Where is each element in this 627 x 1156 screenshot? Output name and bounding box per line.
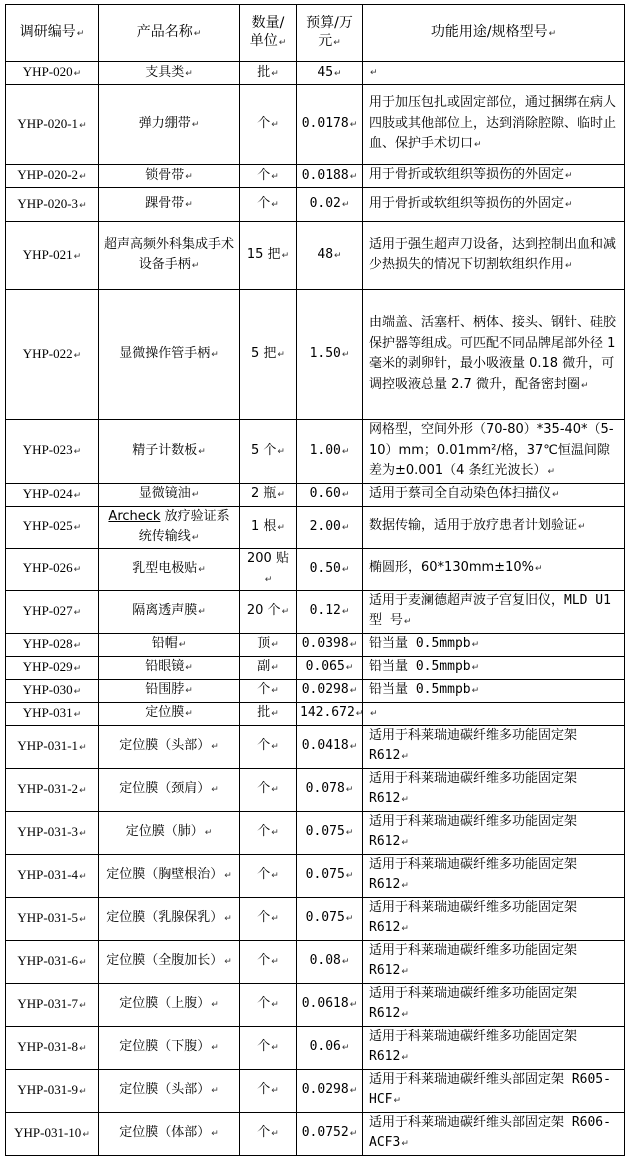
table-row xyxy=(6,897,625,940)
budget-cell: 0.60↵ xyxy=(297,483,363,506)
spec-cell: 适用于强生超声刀设备，达到控制出血和减少热损失的情况下切割软组织作用↵ xyxy=(363,222,625,290)
code-cell-text: YHP-022 xyxy=(22,345,73,361)
budget-cell: 0.0618↵ xyxy=(297,983,363,1026)
product-name-cell-text: 锁骨带 xyxy=(145,167,185,183)
spec-cell: 数据传输，适用于放疗患者计划验证↵ xyxy=(363,506,625,548)
product-name-cell: Archeck 放疗验证系统传输线↵ xyxy=(99,506,240,548)
product-name-cell: 乳型电极贴↵ xyxy=(99,548,240,590)
code-cell-text: YHP-031 xyxy=(22,704,73,720)
product-name-cell-text: 定位膜（头部） xyxy=(119,1082,211,1097)
unit-cell-text: 个 xyxy=(257,953,271,968)
code-cell: YHP-031-4↵ xyxy=(6,854,99,897)
budget-cell: 0.0298↵ xyxy=(297,1069,363,1112)
unit-cell: 批↵ xyxy=(240,702,297,725)
spec-cell-text: 适用于科莱瑞迪碳纤维多功能固定架 R612 xyxy=(369,985,578,1021)
product-name-cell-text: 精子计数板 xyxy=(132,442,198,458)
code-cell-text: YHP-025 xyxy=(22,518,73,533)
product-name-cell-text: 放疗验证系统传输线 xyxy=(138,508,230,544)
budget-cell-text: 0.0752 xyxy=(301,1125,349,1140)
budget-cell: 0.02↵ xyxy=(297,188,363,222)
spec-cell: 适用于科莱瑞迪碳纤维多功能固定架 R612↵ xyxy=(363,811,625,854)
unit-cell: 5 把↵ xyxy=(240,290,297,420)
unit-cell: 5 个↵ xyxy=(240,420,297,484)
code-cell: YHP-023↵ xyxy=(6,420,99,484)
spec-cell-text: 由端盖、活塞杆、柄体、接头、钢针、硅胶保护器等组成。可匹配不同品牌尾部外径 1 毫米的剥卵针，最小吸液量 0.18 微升，可调控吸液总量 2.7 微升，配备密封圈 xyxy=(369,315,617,392)
unit-cell: 个↵ xyxy=(240,165,297,188)
code-cell: YHP-020-1↵ xyxy=(6,85,99,165)
unit-cell: 个↵ xyxy=(240,1026,297,1069)
table-row xyxy=(6,590,625,633)
spec-cell: 用于骨折或软组织等损伤的外固定↵ xyxy=(363,188,625,222)
table-row xyxy=(6,548,625,590)
unit-cell-text: 个 xyxy=(257,116,271,131)
unit-cell: 批↵ xyxy=(240,62,297,85)
unit-cell: 个↵ xyxy=(240,1112,297,1155)
budget-cell: 0.075↵ xyxy=(297,854,363,897)
unit-cell: 2 瓶↵ xyxy=(240,483,297,506)
budget-cell-text: 1.00 xyxy=(309,442,341,458)
code-cell: YHP-031-6↵ xyxy=(6,940,99,983)
spec-cell-text: 用于骨折或软组织等损伤的外固定 xyxy=(369,195,565,211)
budget-cell: 0.06↵ xyxy=(297,1026,363,1069)
spec-cell: 椭圆形，60*130mm±10%↵ xyxy=(363,548,625,590)
unit-cell: 顶↵ xyxy=(240,633,297,656)
spec-cell-text: 用于加压包扎或固定部位，通过捆绑在病人四肢或其他部位上，达到消除腔隙、临时止血、保护手术切口 xyxy=(369,95,617,152)
product-name-cell-text: 定位膜（下腹） xyxy=(119,1039,211,1054)
code-cell: YHP-025↵ xyxy=(6,506,99,548)
code-cell-text: YHP-023 xyxy=(22,442,73,458)
product-name-cell: 踝骨带↵ xyxy=(99,188,240,222)
budget-cell: 0.0418↵ xyxy=(297,725,363,768)
table-row xyxy=(6,506,625,548)
table-row xyxy=(6,633,625,656)
product-name-cell-text: 定位膜（上腹） xyxy=(119,996,211,1011)
budget-cell: 0.065↵ xyxy=(297,656,363,679)
code-cell: YHP-026↵ xyxy=(6,548,99,590)
header-unit: 数量/ 单位↵ xyxy=(240,5,297,62)
header-row xyxy=(6,5,625,62)
unit-cell: 1 根↵ xyxy=(240,506,297,548)
header-spec: 功能用途/规格型号↵ xyxy=(363,5,625,62)
unit-cell-text: 个 xyxy=(257,824,271,839)
unit-cell-text: 个 xyxy=(257,910,271,925)
product-name-cell: 精子计数板↵ xyxy=(99,420,240,484)
spec-cell: 铅当量 0.5mmpb↵ xyxy=(363,679,625,702)
unit-cell-text: 2 瓶 xyxy=(251,486,277,501)
code-cell: YHP-028↵ xyxy=(6,633,99,656)
code-cell: YHP-031-9↵ xyxy=(6,1069,99,1112)
product-name-cell-text: 定位膜（颈肩） xyxy=(119,781,211,796)
spec-cell-text: 铅当量 0.5mmpb xyxy=(369,681,471,697)
unit-cell-text: 个 xyxy=(257,738,271,753)
spec-cell-text: 适用于蔡司全自动染色体扫描仪 xyxy=(369,485,552,501)
code-cell: YHP-020-3↵ xyxy=(6,188,99,222)
unit-cell-text: 20 个 xyxy=(246,603,281,618)
spec-cell: 适用于科莱瑞迪碳纤维多功能固定架 R612↵ xyxy=(363,725,625,768)
unit-cell: 个↵ xyxy=(240,854,297,897)
product-name-cell: 显微镜油↵ xyxy=(99,483,240,506)
spec-cell: 适用于蔡司全自动染色体扫描仪↵ xyxy=(363,483,625,506)
unit-cell: 个↵ xyxy=(240,897,297,940)
spec-cell: 适用于科莱瑞迪碳纤维多功能固定架 R612↵ xyxy=(363,1026,625,1069)
unit-cell: 副↵ xyxy=(240,656,297,679)
product-name-cell: 隔离透声膜↵ xyxy=(99,590,240,633)
product-name-cell-text: 显微镜油 xyxy=(138,486,191,501)
budget-cell: 1.00↵ xyxy=(297,420,363,484)
spec-cell: 由端盖、活塞杆、柄体、接头、钢针、硅胶保护器等组成。可匹配不同品牌尾部外径 1 毫米的剥卵针，最小吸液量 0.18 微升，可调控吸液总量 2.7 微升，配备密封圈↵ xyxy=(363,290,625,420)
unit-cell-text: 5 把 xyxy=(251,346,277,361)
spec-cell: 适用于科莱瑞迪碳纤维多功能固定架 R612↵ xyxy=(363,897,625,940)
table-row xyxy=(6,854,625,897)
product-name-cell-text: 隔离透声膜 xyxy=(132,603,198,618)
product-name-cell-text: 定位膜（体部） xyxy=(119,1125,211,1140)
budget-cell-text: 0.08 xyxy=(309,953,341,968)
code-cell: YHP-031-10↵ xyxy=(6,1112,99,1155)
product-name-cell-text: 定位膜（头部） xyxy=(119,738,211,753)
code-cell: YHP-022↵ xyxy=(6,290,99,420)
product-name-cell: 定位膜（肺）↵ xyxy=(99,811,240,854)
product-name-prefix: Archeck xyxy=(108,508,161,524)
product-name-cell-text: 超声高频外科集成手术设备手柄 xyxy=(103,237,234,272)
product-name-cell-text: 定位膜（乳腺保乳） xyxy=(106,910,224,925)
code-cell: YHP-031-8↵ xyxy=(6,1026,99,1069)
spec-cell-text: 数据传输，适用于放疗患者计划验证 xyxy=(369,518,578,534)
unit-cell: 15 把↵ xyxy=(240,222,297,290)
unit-cell-text: 个 xyxy=(257,1082,271,1097)
code-cell: YHP-031↵ xyxy=(6,702,99,725)
budget-cell-text: 0.078 xyxy=(305,781,345,796)
code-cell-text: YHP-020-3 xyxy=(17,195,79,211)
spec-cell-text: 椭圆形，60*130mm±10% xyxy=(369,560,534,576)
spec-cell: 用于加压包扎或固定部位，通过捆绑在病人四肢或其他部位上，达到消除腔隙、临时止血、保护手术切口↵ xyxy=(363,85,625,165)
code-cell: YHP-031-1↵ xyxy=(6,725,99,768)
budget-cell-text: 0.06 xyxy=(309,1039,341,1054)
budget-cell: 0.08↵ xyxy=(297,940,363,983)
product-name-cell: 显微操作管手柄↵ xyxy=(99,290,240,420)
budget-cell: 0.075↵ xyxy=(297,811,363,854)
code-cell: YHP-029↵ xyxy=(6,656,99,679)
product-name-cell-text: 定位膜 xyxy=(145,705,185,720)
unit-cell-text: 1 根 xyxy=(251,518,277,534)
budget-cell: 0.075↵ xyxy=(297,897,363,940)
header-name: 产品名称↵ xyxy=(99,5,240,62)
budget-cell-text: 0.0418 xyxy=(301,738,349,753)
budget-cell-text: 0.065 xyxy=(305,659,345,674)
product-name-cell: 定位膜（体部）↵ xyxy=(99,1112,240,1155)
table-row xyxy=(6,679,625,702)
unit-cell: 个↵ xyxy=(240,725,297,768)
budget-cell-text: 0.0178 xyxy=(301,116,349,131)
table-row xyxy=(6,1069,625,1112)
product-name-cell-text: 踝骨带 xyxy=(145,196,185,211)
budget-cell: 48↵ xyxy=(297,222,363,290)
budget-cell-text: 0.0298 xyxy=(301,682,349,697)
table-row xyxy=(6,1112,625,1155)
code-cell-text: YHP-031-2 xyxy=(17,780,79,796)
unit-cell-text: 个 xyxy=(257,682,271,697)
unit-cell-text: 个 xyxy=(257,1039,271,1054)
header-code: 调研编号↵ xyxy=(6,5,99,62)
budget-cell-text: 0.0188 xyxy=(301,167,349,183)
code-cell: YHP-024↵ xyxy=(6,483,99,506)
code-cell-text: YHP-031-7 xyxy=(17,995,79,1011)
unit-cell: 个↵ xyxy=(240,983,297,1026)
budget-cell-text: 0.02 xyxy=(309,196,341,211)
product-name-cell: 铅眼镜↵ xyxy=(99,656,240,679)
table-row xyxy=(6,725,625,768)
product-name-cell: 定位膜（胸壁根治）↵ xyxy=(99,854,240,897)
unit-cell-text: 个 xyxy=(257,1125,271,1140)
product-name-cell-text: 铅眼镜 xyxy=(145,659,185,674)
budget-cell-text: 48 xyxy=(317,247,334,262)
unit-cell: 个↵ xyxy=(240,679,297,702)
unit-cell: 个↵ xyxy=(240,940,297,983)
table-row xyxy=(6,1026,625,1069)
code-cell-text: YHP-030 xyxy=(22,681,73,697)
product-name-cell: 超声高频外科集成手术设备手柄↵ xyxy=(99,222,240,290)
budget-cell-text: 0.12 xyxy=(309,603,341,618)
code-cell-text: YHP-029 xyxy=(22,658,73,674)
table-row xyxy=(6,62,625,85)
code-cell-text: YHP-031-6 xyxy=(17,952,79,968)
budget-cell: 0.0398↵ xyxy=(297,633,363,656)
budget-cell: 2.00↵ xyxy=(297,506,363,548)
budget-cell: 0.50↵ xyxy=(297,548,363,590)
code-cell: YHP-031-3↵ xyxy=(6,811,99,854)
product-name-cell-text: 铅围脖 xyxy=(145,682,185,697)
unit-cell: 个↵ xyxy=(240,811,297,854)
unit-cell: 个↵ xyxy=(240,1069,297,1112)
budget-cell-text: 0.50 xyxy=(309,560,341,576)
product-name-cell: 支具类↵ xyxy=(99,62,240,85)
spec-cell-text: 适用于科莱瑞迪碳纤维多功能固定架 R612 xyxy=(369,899,578,935)
product-name-cell-text: 定位膜（全腹加长） xyxy=(106,953,224,968)
table-row xyxy=(6,483,625,506)
table-row xyxy=(6,420,625,484)
product-name-cell-text: 定位膜（胸壁根治） xyxy=(106,867,224,882)
budget-cell-text: 0.0298 xyxy=(301,1082,349,1097)
spec-cell-text: 适用于科莱瑞迪碳纤维多功能固定架 R612 xyxy=(369,813,578,849)
product-name-cell: 弹力绷带↵ xyxy=(99,85,240,165)
procurement-table xyxy=(5,4,625,1156)
spec-cell-text: 适用于科莱瑞迪碳纤维多功能固定架 R612 xyxy=(369,856,578,892)
product-name-cell-text: 显微操作管手柄 xyxy=(119,346,211,361)
unit-cell-text: 副 xyxy=(257,659,271,674)
product-name-cell-text: 乳型电极贴 xyxy=(132,560,198,576)
budget-cell: 0.12↵ xyxy=(297,590,363,633)
spec-cell: 适用于科莱瑞迪碳纤维多功能固定架 R612↵ xyxy=(363,983,625,1026)
budget-cell: 142.672↵ xyxy=(297,702,363,725)
budget-cell: 0.0188↵ xyxy=(297,165,363,188)
table-row xyxy=(6,165,625,188)
product-name-cell-text: 弹力绷带 xyxy=(138,116,191,131)
unit-cell-text: 个 xyxy=(257,781,271,796)
code-cell: YHP-027↵ xyxy=(6,590,99,633)
unit-cell: 200 贴↵ xyxy=(240,548,297,590)
budget-cell-text: 0.075 xyxy=(305,867,345,882)
budget-cell-text: 1.50 xyxy=(309,346,341,361)
unit-cell-text: 个 xyxy=(257,996,271,1011)
spec-cell: 适用于科莱瑞迪碳纤维头部固定架 R605-HCF↵ xyxy=(363,1069,625,1112)
table-row xyxy=(6,290,625,420)
product-name-cell: 定位膜（下腹）↵ xyxy=(99,1026,240,1069)
spec-cell-text: 适用于科莱瑞迪碳纤维多功能固定架 R612 xyxy=(369,942,578,978)
budget-cell: 0.078↵ xyxy=(297,768,363,811)
table-row xyxy=(6,983,625,1026)
unit-cell-text: 个 xyxy=(257,196,271,211)
spec-cell: ↵ xyxy=(363,702,625,725)
spec-cell: 适用于科莱瑞迪碳纤维多功能固定架 R612↵ xyxy=(363,940,625,983)
product-name-cell-text: 支具类 xyxy=(145,64,185,80)
unit-cell-text: 个 xyxy=(257,167,271,183)
product-name-cell: 定位膜（颈肩）↵ xyxy=(99,768,240,811)
unit-cell: 20 个↵ xyxy=(240,590,297,633)
budget-cell-text: 0.075 xyxy=(305,824,345,839)
spec-cell: ↵ xyxy=(363,62,625,85)
budget-cell-text: 0.0618 xyxy=(301,996,349,1011)
budget-cell-text: 45 xyxy=(317,64,334,80)
code-cell-text: YHP-031-4 xyxy=(17,866,79,882)
unit-cell-text: 批 xyxy=(257,64,271,80)
budget-cell: 45↵ xyxy=(297,62,363,85)
code-cell: YHP-020-2↵ xyxy=(6,165,99,188)
table-row xyxy=(6,811,625,854)
product-name-cell: 锁骨带↵ xyxy=(99,165,240,188)
spec-cell: 铅当量 0.5mmpb↵ xyxy=(363,656,625,679)
code-cell-text: YHP-021 xyxy=(22,246,73,262)
code-cell: YHP-020↵ xyxy=(6,62,99,85)
product-name-cell: 铅帽↵ xyxy=(99,633,240,656)
spec-cell: 网格型，空间外形（70-80）*35-40*（5-10）mm；0.01mm²/格，37℃恒温间隙差为±0.001（4 条红光波长）↵ xyxy=(363,420,625,484)
spec-cell-text: 铅当量 0.5mmpb xyxy=(369,658,471,674)
code-cell-text: YHP-031-5 xyxy=(17,909,79,925)
code-cell-text: YHP-024 xyxy=(22,485,73,501)
product-name-cell: 定位膜（头部）↵ xyxy=(99,725,240,768)
unit-cell-text: 顶 xyxy=(257,636,271,651)
spec-cell-text: 适用于科莱瑞迪碳纤维多功能固定架 R612 xyxy=(369,727,578,763)
unit-cell-text: 批 xyxy=(257,705,271,720)
product-name-cell: 铅围脖↵ xyxy=(99,679,240,702)
budget-cell-text: 0.075 xyxy=(305,910,345,925)
budget-cell-text: 0.0398 xyxy=(301,636,349,651)
code-cell-text: YHP-020-1 xyxy=(17,115,79,131)
budget-cell: 0.0298↵ xyxy=(297,679,363,702)
product-name-cell-text: 定位膜（肺） xyxy=(125,824,204,839)
spec-cell-text: 适用于科莱瑞迪碳纤维多功能固定架 R612 xyxy=(369,1028,578,1064)
product-name-cell-text: 铅帽 xyxy=(151,636,178,651)
unit-cell-text: 个 xyxy=(257,867,271,882)
table-row xyxy=(6,702,625,725)
budget-cell: 0.0178↵ xyxy=(297,85,363,165)
code-cell-text: YHP-031-10 xyxy=(14,1124,82,1140)
header-budget: 预算/万 元↵ xyxy=(297,5,363,62)
product-name-cell: 定位膜（上腹）↵ xyxy=(99,983,240,1026)
code-cell-text: YHP-027 xyxy=(22,602,73,618)
budget-cell-text: 0.60 xyxy=(309,486,341,501)
spec-cell-text: 适用于强生超声刀设备，达到控制出血和减少热损失的情况下切割软组织作用 xyxy=(369,236,617,272)
spec-cell: 用于骨折或软组织等损伤的外固定↵ xyxy=(363,165,625,188)
code-cell: YHP-030↵ xyxy=(6,679,99,702)
budget-cell-text: 142.672 xyxy=(300,705,355,720)
code-cell-text: YHP-031-8 xyxy=(17,1038,79,1054)
unit-cell: 个↵ xyxy=(240,188,297,222)
spec-cell-text: 适用于科莱瑞迪碳纤维头部固定架 R606-ACF3 xyxy=(369,1114,611,1150)
code-cell-text: YHP-026 xyxy=(22,560,73,575)
spec-cell-text: 适用于科莱瑞迪碳纤维头部固定架 R605-HCF xyxy=(369,1071,611,1107)
code-cell: YHP-021↵ xyxy=(6,222,99,290)
spec-cell: 适用于科莱瑞迪碳纤维多功能固定架 R612↵ xyxy=(363,768,625,811)
code-cell: YHP-031-2↵ xyxy=(6,768,99,811)
code-cell-text: YHP-028 xyxy=(22,635,73,651)
code-cell-text: YHP-020 xyxy=(22,64,73,79)
spec-cell: 适用于科莱瑞迪碳纤维头部固定架 R606-ACF3↵ xyxy=(363,1112,625,1155)
spec-cell-text: 用于骨折或软组织等损伤的外固定 xyxy=(369,167,565,183)
code-cell-text: YHP-031-1 xyxy=(17,737,79,753)
spec-cell: 适用于科莱瑞迪碳纤维多功能固定架 R612↵ xyxy=(363,854,625,897)
unit-cell-text: 15 把 xyxy=(246,247,281,262)
table-row xyxy=(6,85,625,165)
table-row xyxy=(6,656,625,679)
unit-cell-text: 5 个 xyxy=(251,442,277,458)
spec-cell-text: 铅当量 0.5mmpb xyxy=(369,635,471,651)
spec-cell-text: 网格型，空间外形（70-80）*35-40*（5-10）mm；0.01mm²/格，37℃恒温间隙差为±0.001（4 条红光波长） xyxy=(369,422,614,478)
table-row xyxy=(6,222,625,290)
spec-cell-text: 适用于科莱瑞迪碳纤维多功能固定架 R612 xyxy=(369,770,578,806)
code-cell-text: YHP-020-2 xyxy=(17,167,79,182)
spec-cell-text: 适用于麦澜德超声波子宫复旧仪，MLD U1 型 号 xyxy=(369,592,611,628)
table-row xyxy=(6,768,625,811)
budget-cell: 1.50↵ xyxy=(297,290,363,420)
product-name-cell: 定位膜↵ xyxy=(99,702,240,725)
unit-cell: 个↵ xyxy=(240,85,297,165)
product-name-cell: 定位膜（头部）↵ xyxy=(99,1069,240,1112)
product-name-cell: 定位膜（乳腺保乳）↵ xyxy=(99,897,240,940)
unit-cell-text: 200 贴 xyxy=(247,550,289,566)
budget-cell: 0.0752↵ xyxy=(297,1112,363,1155)
code-cell-text: YHP-031-3 xyxy=(17,823,79,839)
product-name-cell: 定位膜（全腹加长）↵ xyxy=(99,940,240,983)
table-row xyxy=(6,188,625,222)
spec-cell: 适用于麦澜德超声波子宫复旧仪，MLD U1 型 号↵ xyxy=(363,590,625,633)
code-cell: YHP-031-5↵ xyxy=(6,897,99,940)
code-cell: YHP-031-7↵ xyxy=(6,983,99,1026)
budget-cell-text: 2.00 xyxy=(309,518,341,534)
code-cell-text: YHP-031-9 xyxy=(17,1081,79,1097)
unit-cell: 个↵ xyxy=(240,768,297,811)
spec-cell: 铅当量 0.5mmpb↵ xyxy=(363,633,625,656)
table-row xyxy=(6,940,625,983)
